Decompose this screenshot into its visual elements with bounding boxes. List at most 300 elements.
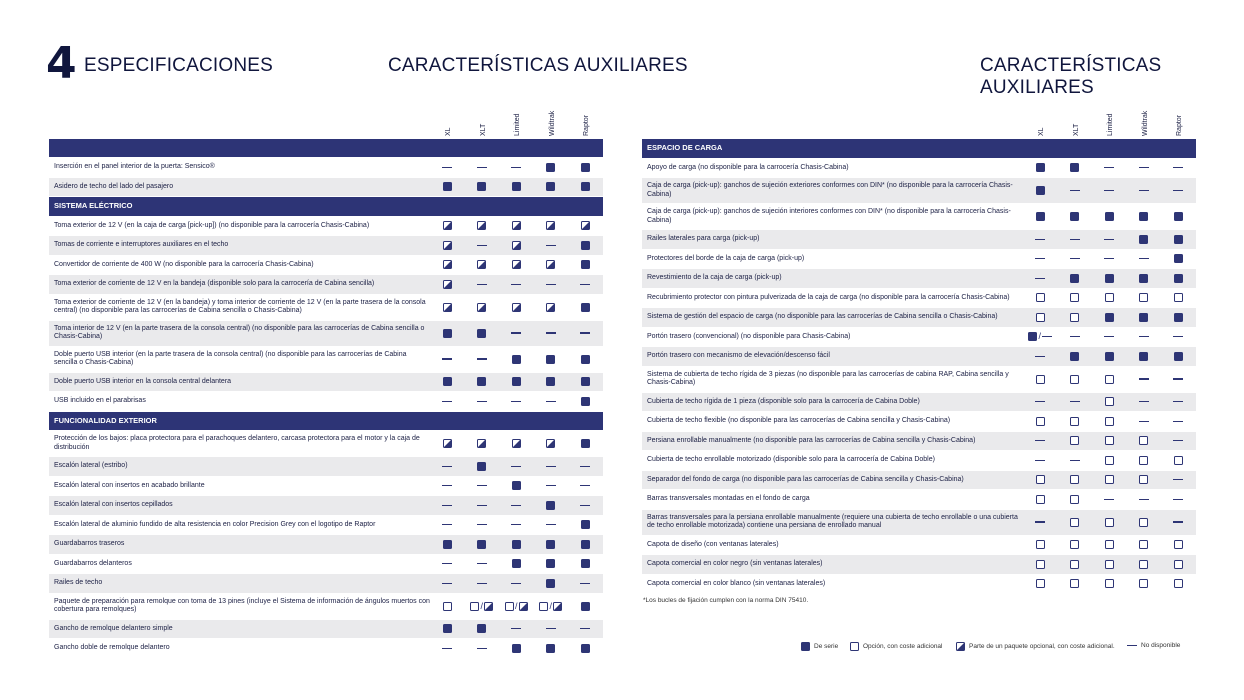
availability-cell <box>499 559 534 568</box>
not-available-marker-icon <box>1104 167 1114 168</box>
availability-cell <box>430 540 465 549</box>
not-available-marker-icon <box>580 466 590 467</box>
not-available-marker-icon <box>580 583 590 584</box>
availability-cell <box>1127 456 1162 465</box>
standard-marker-icon <box>581 241 590 250</box>
availability-cell <box>1092 436 1127 445</box>
feature-label: Separador del fondo de carga (no disponible para las carrocerías de Cabina sencilla y Chasis-Cabina) <box>647 475 964 483</box>
availability-cell <box>1058 579 1093 588</box>
availability-cell <box>499 241 534 250</box>
availability-cell <box>1023 460 1058 461</box>
availability-cell <box>534 524 569 525</box>
standard-marker-icon <box>1139 274 1148 283</box>
option-marker-icon <box>1174 456 1183 465</box>
availability-cell <box>1161 560 1196 569</box>
not-available-marker-icon <box>1173 421 1183 422</box>
package-marker-icon <box>546 303 555 312</box>
option-marker-icon <box>1036 579 1045 588</box>
availability-cell <box>499 260 534 269</box>
not-available-marker-icon <box>1035 239 1045 240</box>
availability-cell <box>465 284 500 285</box>
availability-cell <box>499 355 534 364</box>
availability-cell <box>499 221 534 230</box>
availability-cell <box>499 644 534 653</box>
option-marker-icon <box>1036 560 1045 569</box>
availability-cell <box>1023 579 1058 588</box>
availability-cell <box>499 182 534 191</box>
feature-label: USB incluido en el parabrisas <box>54 397 146 404</box>
option-marker-icon <box>1070 495 1079 504</box>
column-header: XLT <box>1072 123 1080 136</box>
table-row <box>642 536 1196 556</box>
table-row <box>642 432 1196 452</box>
feature-label: Tomas de corriente e interruptores auxiliares en el techo <box>54 241 229 248</box>
option-marker-icon <box>1174 293 1183 302</box>
table-row <box>642 347 1196 367</box>
availability-cell <box>568 332 603 333</box>
not-available-marker-icon <box>1139 336 1149 337</box>
feature-label: Guardabarros traseros <box>54 540 125 547</box>
availability-cell <box>1058 560 1093 569</box>
option-marker-icon <box>1070 540 1079 549</box>
table-row <box>642 510 1196 536</box>
availability-cell <box>465 303 500 312</box>
table-row <box>642 555 1196 575</box>
not-available-marker-icon <box>580 485 590 486</box>
standard-marker-icon <box>1070 274 1079 283</box>
not-available-marker-icon <box>511 284 521 285</box>
not-available-marker-icon <box>511 167 521 168</box>
not-available-marker-icon <box>546 245 556 246</box>
availability-cell <box>1092 352 1127 361</box>
availability-cell <box>1161 579 1196 588</box>
availability-cell <box>499 628 534 629</box>
option-marker-icon <box>1070 293 1079 302</box>
option-marker-icon <box>1036 293 1045 302</box>
not-available-marker-icon <box>511 401 521 402</box>
availability-cell <box>1058 475 1093 484</box>
availability-cell <box>1161 540 1196 549</box>
table-row <box>642 575 1196 595</box>
availability-cell <box>430 439 465 448</box>
table-row <box>642 412 1196 432</box>
availability-cell <box>1092 258 1127 259</box>
table-row <box>642 451 1196 471</box>
availability-cell <box>1023 560 1058 569</box>
table-row <box>49 347 603 373</box>
standard-marker-icon <box>581 644 590 653</box>
option-marker-icon <box>1036 495 1045 504</box>
feature-label: Gancho doble de remolque delantero <box>54 644 170 651</box>
standard-marker-icon <box>477 462 486 471</box>
not-available-marker-icon <box>1035 258 1045 259</box>
availability-cell <box>1023 401 1058 402</box>
availability-cell <box>1058 352 1093 361</box>
standard-marker-icon <box>1105 313 1114 322</box>
package-marker-icon <box>477 260 486 269</box>
table-row <box>49 295 603 321</box>
section-header-label: ESPACIO DE CARGA <box>647 143 723 152</box>
standard-marker-icon <box>546 163 555 172</box>
standard-marker-icon <box>581 303 590 312</box>
option-marker-icon <box>1036 313 1045 322</box>
availability-cell <box>1127 212 1162 221</box>
feature-label: Escalón lateral con insertos en acabado brillante <box>54 481 205 489</box>
availability-cell <box>465 358 500 359</box>
not-available-marker-icon <box>580 628 590 629</box>
section-header-label: SISTEMA ELÉCTRICO <box>54 201 133 210</box>
option-marker-icon <box>1139 518 1148 527</box>
option-marker-icon <box>1139 436 1148 445</box>
availability-cell <box>568 485 603 486</box>
availability-cell <box>568 628 603 629</box>
package-marker-icon <box>956 642 965 651</box>
availability-cell <box>1058 495 1093 504</box>
table-row <box>49 477 603 497</box>
legend-package <box>956 642 1115 651</box>
standard-marker-icon <box>801 642 810 651</box>
availability-cell <box>465 624 500 633</box>
column-header: Wildtrak <box>548 110 556 136</box>
standard-marker-icon <box>1139 352 1148 361</box>
option-marker-icon <box>1105 560 1114 569</box>
availability-cell <box>1161 521 1196 522</box>
availability-cell <box>499 332 534 333</box>
column-header: Raptor <box>583 114 590 136</box>
feature-label: Capota comercial en color blanco (sin ventanas laterales) <box>647 579 826 587</box>
not-available-marker-icon <box>1173 499 1183 500</box>
availability-cell <box>1092 274 1127 283</box>
not-available-marker-icon <box>1070 460 1080 461</box>
availability-cell <box>1161 401 1196 402</box>
not-available-marker-icon <box>1139 401 1149 402</box>
availability-cell <box>1127 274 1162 283</box>
not-available-marker-icon <box>1173 190 1183 191</box>
table-row <box>642 490 1196 510</box>
option-marker-icon <box>1036 540 1045 549</box>
package-marker-icon <box>443 241 452 250</box>
availability-cell <box>430 280 465 289</box>
availability-cell <box>534 260 569 269</box>
availability-cell <box>499 540 534 549</box>
not-available-marker-icon <box>442 358 452 359</box>
package-marker-icon <box>443 260 452 269</box>
feature-label: Capota de diseño (con ventanas laterales) <box>647 540 779 548</box>
availability-cell <box>1023 186 1058 195</box>
availability-cell <box>499 284 534 285</box>
table-row <box>49 178 603 198</box>
table-row <box>642 178 1196 204</box>
feature-label: Sistema de gestión del espacio de carga (no disponible para las carrocerías de Cabina sencilla o Chasis-Cabina) <box>647 313 998 320</box>
availability-cell <box>465 182 500 191</box>
availability-cell <box>465 377 500 386</box>
availability-cell <box>1023 258 1058 259</box>
availability-cell <box>1161 499 1196 500</box>
availability-cell <box>1092 540 1127 549</box>
availability-cell <box>465 648 500 649</box>
package-marker-icon <box>512 221 521 230</box>
standard-marker-icon <box>1070 352 1079 361</box>
availability-cell <box>1092 456 1127 465</box>
availability-cell <box>534 401 569 402</box>
availability-cell <box>534 163 569 172</box>
option-marker-icon <box>1036 475 1045 484</box>
not-available-marker-icon <box>477 167 487 168</box>
feature-label: Toma exterior de 12 V (en la caja de carga [pick-up]) (no disponible para la carrocería Chasis-Cabina) <box>54 221 370 229</box>
availability-cell <box>430 624 465 633</box>
option-marker-icon <box>1139 579 1148 588</box>
standard-marker-icon <box>581 377 590 386</box>
standard-marker-icon <box>581 439 590 448</box>
standard-marker-icon <box>546 377 555 386</box>
package-marker-icon <box>546 260 555 269</box>
option-marker-icon <box>1139 456 1148 465</box>
not-available-marker-icon <box>1035 460 1045 461</box>
feature-label: Recubrimiento protector con pintura pulverizada de la caja de carga (no disponible para la carrocería Chasis-Cabina) <box>647 293 1010 301</box>
not-available-marker-icon <box>1104 239 1114 240</box>
standard-marker-icon <box>581 520 590 529</box>
availability-cell <box>1058 417 1093 426</box>
feature-label: Doble puerto USB interior en la consola central delantera <box>54 377 232 385</box>
availability-cell <box>499 466 534 467</box>
standard-marker-icon <box>546 559 555 568</box>
availability-cell <box>568 466 603 467</box>
table-row <box>642 328 1196 348</box>
table-row <box>49 535 603 555</box>
table-row <box>642 308 1196 328</box>
standard-marker-icon <box>581 163 590 172</box>
availability-cell <box>430 401 465 402</box>
option-marker-icon <box>1036 417 1045 426</box>
availability-cell <box>430 182 465 191</box>
not-available-marker-icon <box>546 524 556 525</box>
feature-label: Persiana enrollable manualmente (no disponible para las carrocerías de Cabina sencilla y Chasis-Cabina) <box>647 436 976 444</box>
footnote: *Los bucles de fijación cumplen con la norma DIN 75410. <box>643 597 809 604</box>
not-available-marker-icon <box>442 466 452 467</box>
availability-cell <box>430 583 465 584</box>
availability-cell <box>465 260 500 269</box>
standard-marker-icon <box>1174 352 1183 361</box>
section-title: ESPECIFICACIONES <box>84 55 274 76</box>
option-marker-icon <box>1070 475 1079 484</box>
left-page-title: CARACTERÍSTICAS AUXILIARES <box>388 55 688 76</box>
availability-cell <box>1092 375 1127 384</box>
availability-cell <box>430 329 465 338</box>
not-available-marker-icon <box>511 505 521 506</box>
standard-marker-icon <box>546 355 555 364</box>
package-marker-icon <box>443 439 452 448</box>
standard-marker-icon <box>443 540 452 549</box>
standard-marker-icon <box>1139 212 1148 221</box>
not-available-marker-icon <box>1139 190 1149 191</box>
availability-cell <box>1092 499 1127 500</box>
not-available-marker-icon <box>511 524 521 525</box>
availability-cell <box>430 303 465 312</box>
package-marker-icon <box>546 439 555 448</box>
availability-cell <box>499 167 534 168</box>
standard-marker-icon <box>581 182 590 191</box>
availability-cell <box>1127 401 1162 402</box>
option-marker-icon <box>1070 375 1079 384</box>
not-available-marker-icon <box>1139 378 1149 379</box>
availability-cell <box>499 439 534 448</box>
not-available-marker-icon <box>546 401 556 402</box>
feature-label: Capota comercial en color negro (sin ventanas laterales) <box>647 560 823 567</box>
option-marker-icon <box>1105 417 1114 426</box>
availability-cell <box>1161 274 1196 283</box>
slash-separator: / <box>1038 331 1041 342</box>
not-available-marker-icon <box>1127 645 1137 646</box>
feature-label: Escalón lateral con insertos cepillados <box>54 501 173 508</box>
package-marker-icon <box>512 260 521 269</box>
feature-label: Caja de carga (pick-up): ganchos de sujeción interiores conformes con DIN* (no disponible para la carrocería Chasis-Cabina) <box>647 208 1011 224</box>
availability-cell <box>1058 163 1093 172</box>
not-available-marker-icon <box>1035 278 1045 279</box>
package-marker-icon <box>553 602 562 611</box>
availability-cell <box>1127 475 1162 484</box>
not-available-marker-icon <box>1035 356 1045 357</box>
availability-cell <box>430 221 465 230</box>
feature-label: Toma exterior de corriente de 12 V en la bandeja (disponible solo para la carrocería de Cabina sencilla) <box>54 280 375 287</box>
not-available-marker-icon <box>477 583 487 584</box>
availability-cell <box>1127 235 1162 244</box>
not-available-marker-icon <box>580 332 590 333</box>
table-row <box>642 393 1196 413</box>
not-available-marker-icon <box>477 524 487 525</box>
not-available-marker-icon <box>546 628 556 629</box>
availability-cell <box>1161 352 1196 361</box>
page-number: 4 <box>46 38 77 89</box>
option-marker-icon <box>1105 518 1114 527</box>
not-available-marker-icon <box>1173 479 1183 480</box>
package-marker-icon <box>443 303 452 312</box>
table-row <box>49 321 603 347</box>
availability-cell <box>1058 239 1093 240</box>
table-row <box>49 392 603 412</box>
availability-cell <box>568 241 603 250</box>
table-section-header <box>49 412 603 432</box>
standard-marker-icon <box>1174 274 1183 283</box>
availability-cell <box>465 245 500 246</box>
availability-cell <box>1161 167 1196 168</box>
availability-cell <box>1127 540 1162 549</box>
availability-cell <box>1023 475 1058 484</box>
option-marker-icon <box>1036 375 1045 384</box>
standard-marker-icon <box>581 355 590 364</box>
availability-cell <box>568 260 603 269</box>
not-available-marker-icon <box>442 167 452 168</box>
not-available-marker-icon <box>511 583 521 584</box>
not-available-marker-icon <box>1104 258 1114 259</box>
not-available-marker-icon <box>546 485 556 486</box>
table-row <box>49 574 603 594</box>
not-available-marker-icon <box>1070 190 1080 191</box>
slash-separator: / <box>480 600 483 611</box>
standard-marker-icon <box>1174 313 1183 322</box>
not-available-marker-icon <box>1035 521 1045 522</box>
package-marker-icon <box>546 221 555 230</box>
feature-label: Caja de carga (pick-up): ganchos de sujeción exteriores conformes con DIN* (no disponible para la carrocería Chasis-Cabina) <box>647 182 1013 198</box>
availability-cell <box>430 466 465 467</box>
standard-marker-icon <box>512 481 521 490</box>
option-marker-icon <box>1070 579 1079 588</box>
availability-cell <box>1161 336 1196 337</box>
standard-marker-icon <box>512 540 521 549</box>
option-marker-icon <box>1105 293 1114 302</box>
table-section-header <box>642 139 1196 159</box>
not-available-marker-icon <box>546 284 556 285</box>
package-marker-icon <box>443 280 452 289</box>
availability-cell <box>568 303 603 312</box>
option-marker-icon <box>1070 560 1079 569</box>
option-marker-icon <box>539 602 548 611</box>
not-available-marker-icon <box>580 505 590 506</box>
availability-cell <box>430 505 465 506</box>
availability-cell <box>1161 235 1196 244</box>
availability-cell <box>1161 190 1196 191</box>
availability-cell <box>1127 313 1162 322</box>
availability-cell <box>568 397 603 406</box>
availability-cell <box>430 167 465 168</box>
not-available-marker-icon <box>1035 440 1045 441</box>
not-available-marker-icon <box>1070 258 1080 259</box>
option-marker-icon <box>1174 540 1183 549</box>
availability-cell <box>1058 190 1093 191</box>
availability-cell <box>465 524 500 525</box>
availability-cell <box>568 540 603 549</box>
not-available-marker-icon <box>1070 239 1080 240</box>
availability-cell <box>568 221 603 230</box>
availability-cell <box>534 439 569 448</box>
availability-cell <box>1161 421 1196 422</box>
availability-cell <box>534 377 569 386</box>
option-marker-icon <box>1105 375 1114 384</box>
table-row <box>642 471 1196 491</box>
availability-cell <box>1092 239 1127 240</box>
availability-cell <box>1058 460 1093 461</box>
availability-cell <box>1161 254 1196 263</box>
option-marker-icon <box>1139 560 1148 569</box>
not-available-marker-icon <box>1139 421 1149 422</box>
table-row <box>49 594 603 620</box>
availability-cell <box>1058 518 1093 527</box>
option-marker-icon <box>1105 397 1114 406</box>
feature-label: Railes de techo <box>54 579 103 586</box>
availability-cell <box>465 439 500 448</box>
availability-cell <box>1127 436 1162 445</box>
standard-marker-icon <box>443 329 452 338</box>
standard-marker-icon <box>443 624 452 633</box>
availability-cell <box>430 260 465 269</box>
availability-cell <box>1092 212 1127 221</box>
not-available-marker-icon <box>1104 499 1114 500</box>
availability-cell <box>534 644 569 653</box>
standard-marker-icon <box>1105 274 1114 283</box>
not-available-marker-icon <box>442 583 452 584</box>
table-section-header <box>49 197 603 217</box>
standard-marker-icon <box>443 377 452 386</box>
availability-cell <box>1127 518 1162 527</box>
not-available-marker-icon <box>442 485 452 486</box>
availability-cell <box>465 401 500 402</box>
availability-cell <box>568 559 603 568</box>
availability-cell <box>1023 278 1058 279</box>
availability-cell <box>1092 579 1127 588</box>
availability-cell <box>1058 436 1093 445</box>
availability-cell <box>568 520 603 529</box>
not-available-marker-icon <box>1104 336 1114 337</box>
availability-cell <box>1023 313 1058 322</box>
